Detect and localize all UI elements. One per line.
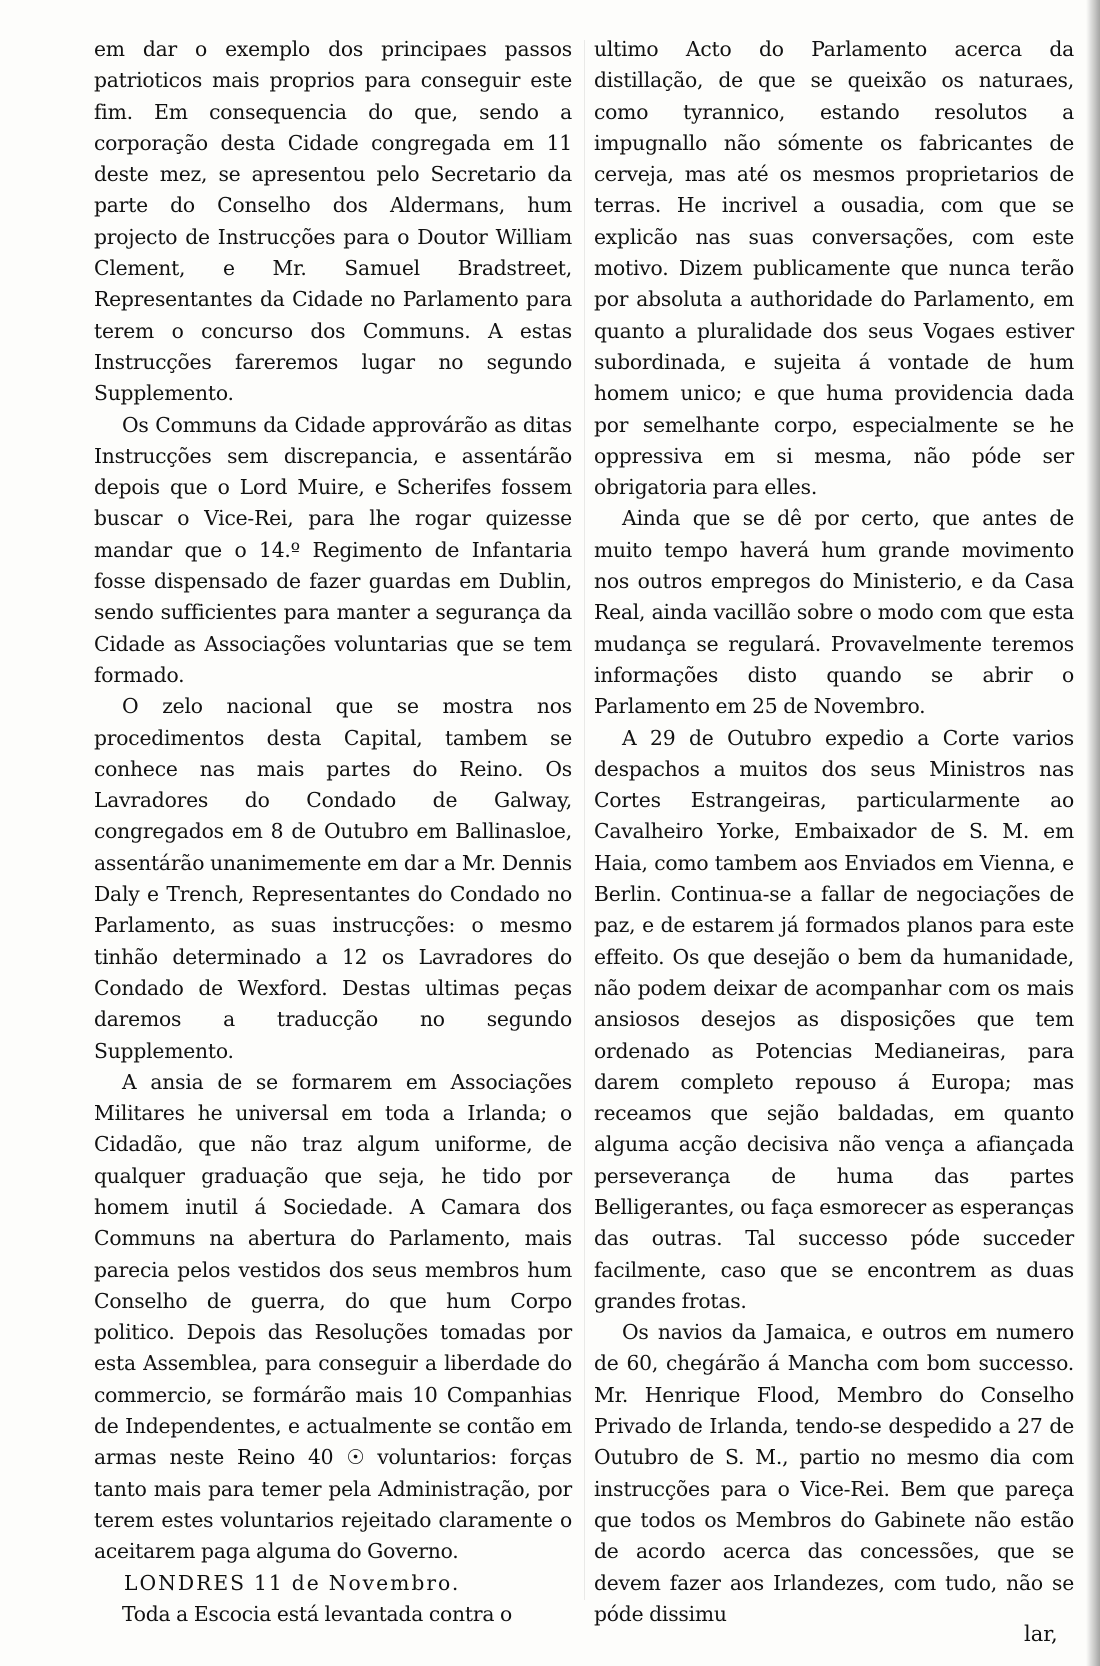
right-paragraph-2: Ainda que se dê por certo, que antes de muito tempo haverá hum grande movimento nos outros empregos do Ministerio, e da Casa Real, ainda vacillão sobre o modo com que esta mudança se regulará. Provavelmente teremos informações disto quando se abrir o Parlamento em 25 de Novembro.: [594, 506, 1074, 719]
right-column: [594, 34, 1074, 1630]
column-gutter: [584, 40, 585, 1600]
left-paragraph-3: O zelo nacional que se mostra nos procedimentos desta Capital, tambem se conhece nas mais partes do Reino. Os Lavradores do Condado de Galway, congregados em 8 de Outubro em Ballinasloe, assentárão unanimemente em dar a Mr. Dennis Daly e Trench, Representantes do Condado no Parlamento, as suas instrucções: o mesmo tinhão determinado a 12 os Lavradores do Condado de Wexford. Destas ultimas peças daremos a traducção no segundo Supplemento.: [94, 694, 572, 1063]
left-paragraph-4: A ansia de se formarem em Associações Militares he universal em toda a Irlanda; o Cidadão, que não traz algum uniforme, de qualquer graduação que seja, he tido por homem inutil á Sociedade. A Camara dos Communs na abertura do Parlamento, mais parecia pelos vestidos dos seus membros hum Conselho de guerra, do que hum Corpo politico. Depois das Resoluções tomadas por esta Assemblea, para conseguir a liberdade do commercio, se formárão mais 10 Companhias de Independentes, e actualmente se contão em armas neste Reino 40 ☉ voluntarios: forças tanto mais para temer pela Administração, por terem estes voluntarios rejeitado claramente o aceitarem paga alguma do Governo.: [94, 1069, 572, 1564]
left-paragraph-5: Toda a Escocia está levantada contra o: [122, 1601, 512, 1626]
page-edge-shadow: [1086, 0, 1100, 1666]
left-paragraph-1: em dar o exemplo dos principaes passos patrioticos mais proprios para conseguir este fim. Em consequencia do que, sendo a corporação desta Cidade congregada em 11 deste mez, se apresentou pelo Secretario da parte do Conselho dos Aldermans, hum projecto de Instrucções para o Doutor William Clement, e Mr. Samuel Bradstreet, Representantes da Cidade no Parlamento para terem o concurso dos Communs. A estas Instrucções fareremos lugar no segundo Supplemento.: [94, 37, 572, 406]
left-column: [94, 34, 572, 1630]
left-paragraph-2: Os Communs da Cidade approvárão as ditas Instrucções sem discrepancia, e assentárão depois que o Lord Muire, e Scherifes fossem buscar o Vice-Rei, para lhe rogar quizesse mandar que o 14.º Regimento de Infantaria fosse dispensado de fazer guardas em Dublin, sendo sufficientes para manter a segurança da Cidade as Associações voluntarias que se tem formado.: [94, 412, 572, 687]
right-paragraph-4: Os navios da Jamaica, e outros em numero de 60, chegárão á Mancha com bom successo. Mr. Henrique Flood, Membro do Conselho Privado de Irlanda, tendo-se despedido a 27 de Outubro de S. M., partio no mesmo dia com instrucções para o Vice-Rei. Bem que pareça que todos os Membros do Gabinete não estão de acordo acerca das concessões, que se devem fazer aos Irlandezes, com tudo, não se póde dissimu: [594, 1320, 1074, 1626]
catchword: lar,: [1024, 1622, 1058, 1646]
dateline: LONDRES 11 de Novembro.: [124, 1570, 461, 1595]
right-paragraph-1: ultimo Acto do Parlamento acerca da distillação, de que se queixão os naturaes, como tyrannico, estando resolutos a impugnallo não sómente os fabricantes de cerveja, mas até os mesmos proprietarios de terras. He incrivel a ousadia, com que se explicão nas suas conversações, com este motivo. Dizem publicamente que nunca terão por absoluta a authoridade do Parlamento, em quanto a pluralidade dos seus Vogaes estiver subordinada, e sujeita á vontade de hum homem unico; e que huma providencia dada por semelhante corpo, especialmente se he oppressiva em si mesma, não póde ser obrigatoria para elles.: [594, 37, 1074, 500]
right-paragraph-3: A 29 de Outubro expedio a Corte varios despachos a muitos dos seus Ministros nas Cortes Estrangeiras, particularmente ao Cavalheiro Yorke, Embaixador de S. M. em Haia, como tambem aos Enviados em Vienna, e Berlin. Continua-se a fallar de negociações de paz, e de estarem já formados planos para este effeito. Os que desejão o bem da humanidade, não podem deixar de acompanhar com os mais ansiosos desejos as disposições que tem ordenado as Potencias Medianeiras, para darem completo repouso á Europa; mas receamos que sejão baldadas, em quanto alguma acção decisiva não vença a afiançada perseverança de huma das partes Belligerantes, ou faça esmorecer as esperanças das outras. Tal successo póde succeder facilmente, caso que se encontrem as duas grandes frotas.: [594, 725, 1074, 1313]
